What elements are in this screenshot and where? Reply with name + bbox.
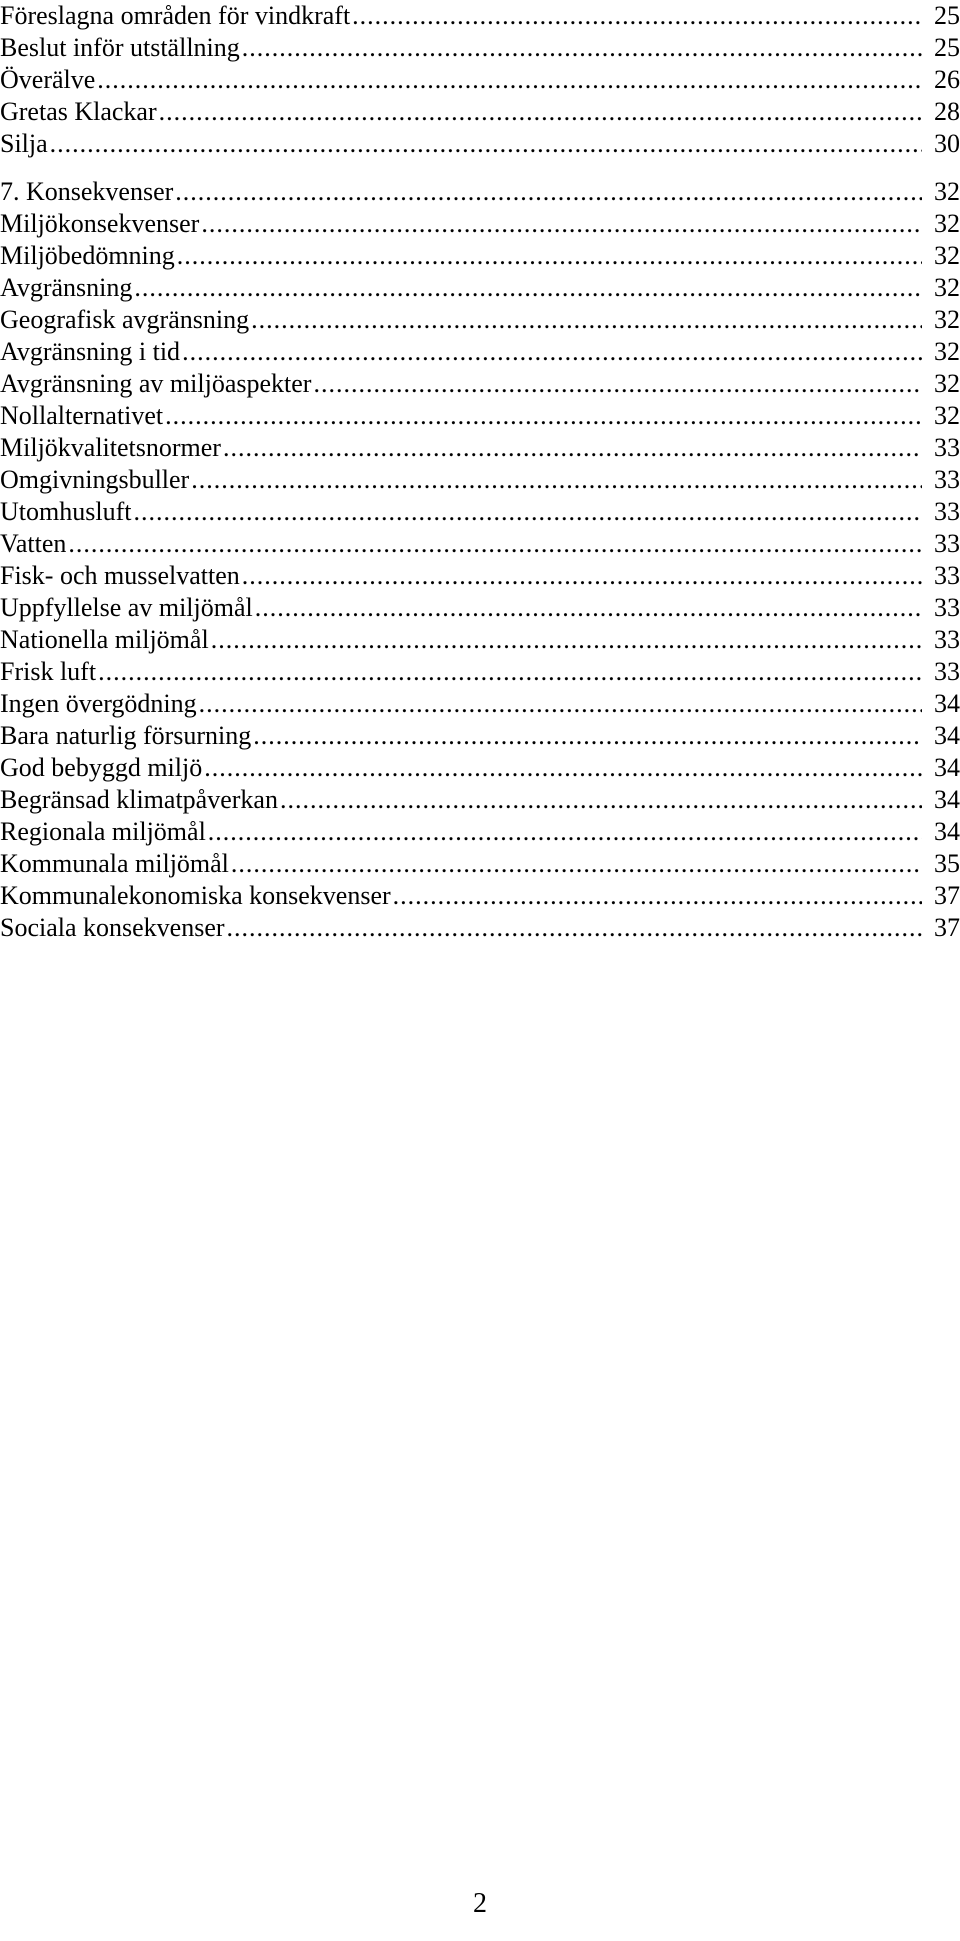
toc-entry: [0, 784, 960, 816]
toc-entry-page: 32: [934, 273, 960, 302]
toc-entry: [0, 528, 960, 560]
toc-entry-title: Vatten: [0, 529, 67, 558]
toc-entry-page: 34: [934, 721, 960, 750]
dot-leader: [352, 0, 922, 32]
dot-leader: [227, 912, 922, 944]
toc-entry-title: God bebyggd miljö: [0, 753, 203, 782]
toc-entry: [0, 912, 960, 944]
toc-entry-page: 33: [934, 497, 960, 526]
toc-entry-title: Föreslagna områden för vindkraft: [0, 1, 351, 30]
dot-leader: [199, 688, 922, 720]
page-number: 2: [473, 1888, 487, 1919]
toc-entry-page: 32: [934, 369, 960, 398]
toc-entry-page: 32: [934, 209, 960, 238]
toc-entry: [0, 32, 960, 64]
dot-leader: [251, 304, 922, 336]
toc-entry: [0, 176, 960, 208]
toc-entry-page: 34: [934, 785, 960, 814]
toc-entry-page: 32: [934, 305, 960, 334]
dot-leader: [208, 816, 922, 848]
toc-entry-title: Avgränsning av miljöaspekter: [0, 369, 312, 398]
toc-entry: [0, 496, 960, 528]
dot-leader: [159, 96, 922, 128]
dot-leader: [255, 592, 922, 624]
toc-entry: [0, 560, 960, 592]
toc-entry: [0, 336, 960, 368]
toc-entry-page: 25: [934, 33, 960, 62]
toc-entry: [0, 720, 960, 752]
toc-entry-title: Avgränsning i tid: [0, 337, 181, 366]
dot-leader: [223, 432, 922, 464]
toc-entry-title: Bara naturlig försurning: [0, 721, 252, 750]
toc-entry: [0, 656, 960, 688]
toc-entry-title: Omgivningsbuller: [0, 465, 190, 494]
dot-leader: [98, 656, 922, 688]
toc-entry: [0, 752, 960, 784]
toc-entry: [0, 368, 960, 400]
toc-entry: [0, 464, 960, 496]
toc-entry: [0, 400, 960, 432]
toc-entry-page: 33: [934, 561, 960, 590]
dot-leader: [133, 496, 922, 528]
dot-leader: [191, 464, 922, 496]
dot-leader: [253, 720, 922, 752]
dot-leader: [165, 400, 922, 432]
toc-entry-title: Nationella miljömål: [0, 625, 209, 654]
toc-entry-title: Miljökonsekvenser: [0, 209, 200, 238]
toc-entry-title: 7. Konsekvenser: [0, 177, 174, 206]
toc-entry: [0, 0, 960, 32]
toc-entry-title: Ingen övergödning: [0, 689, 197, 718]
dot-leader: [175, 176, 922, 208]
toc-entry-page: 33: [934, 529, 960, 558]
toc-entry-page: 34: [934, 689, 960, 718]
toc-entry: [0, 208, 960, 240]
toc-entry-title: Avgränsning: [0, 273, 133, 302]
dot-leader: [201, 208, 922, 240]
toc-entry-title: Kommunala miljömål: [0, 849, 229, 878]
toc-entry-page: 34: [934, 753, 960, 782]
toc-entry-page: 30: [934, 129, 960, 158]
dot-leader: [177, 240, 922, 272]
toc-entry-title: Fisk- och musselvatten: [0, 561, 240, 590]
toc-entry-page: 32: [934, 337, 960, 366]
toc-entry-page: 37: [934, 913, 960, 942]
toc-entry: [0, 848, 960, 880]
toc-entry-title: Sociala konsekvenser: [0, 913, 225, 942]
toc-entry-title: Frisk luft: [0, 657, 97, 686]
toc-entry: [0, 816, 960, 848]
toc-entry-title: Begränsad klimatpåverkan: [0, 785, 278, 814]
dot-leader: [242, 560, 922, 592]
toc-entry: [0, 272, 960, 304]
toc-entry-title: Utomhusluft: [0, 497, 132, 526]
toc-entry-title: Kommunalekonomiska konsekvenser: [0, 881, 391, 910]
toc-entry: [0, 432, 960, 464]
toc-entry-title: Nollalternativet: [0, 401, 164, 430]
dot-leader: [211, 624, 922, 656]
toc-entry-page: 33: [934, 657, 960, 686]
toc-entry-page: 33: [934, 625, 960, 654]
dot-leader: [134, 272, 922, 304]
toc-entry: [0, 880, 960, 912]
toc-entry: [0, 128, 960, 160]
dot-leader: [280, 784, 922, 816]
toc-entry-title: Regionala miljömål: [0, 817, 206, 846]
dot-leader: [242, 32, 922, 64]
toc-entry-title: Uppfyllelse av miljömål: [0, 593, 253, 622]
toc-entry-title: Beslut inför utställning: [0, 33, 240, 62]
toc-entry: [0, 688, 960, 720]
toc-entry-page: 33: [934, 465, 960, 494]
dot-leader: [204, 752, 922, 784]
toc-entry: [0, 304, 960, 336]
dot-leader: [313, 368, 922, 400]
toc-entry-page: 32: [934, 241, 960, 270]
toc-entry-title: Gretas Klackar: [0, 97, 157, 126]
toc-entry: [0, 96, 960, 128]
toc-entry: [0, 624, 960, 656]
toc-entry-page: 32: [934, 177, 960, 206]
toc-entry-title: Överälve: [0, 65, 96, 94]
toc-entry-title: Silja: [0, 129, 48, 158]
dot-leader: [231, 848, 922, 880]
toc-entry: [0, 64, 960, 96]
toc-entry-title: Miljöbedömning: [0, 241, 175, 270]
dot-leader: [393, 880, 922, 912]
dot-leader: [50, 128, 922, 160]
toc-entry: [0, 592, 960, 624]
toc-entry-page: 28: [934, 97, 960, 126]
toc-entry-title: Geografisk avgränsning: [0, 305, 250, 334]
toc-entry-page: 37: [934, 881, 960, 910]
toc-entry-page: 32: [934, 401, 960, 430]
dot-leader: [97, 64, 922, 96]
toc-entry-page: 35: [934, 849, 960, 878]
toc-entry-page: 34: [934, 817, 960, 846]
toc-entry-page: 33: [934, 593, 960, 622]
toc-entry-title: Miljökvalitetsnormer: [0, 433, 221, 462]
toc-entry-page: 33: [934, 433, 960, 462]
toc-entry-page: 26: [934, 65, 960, 94]
toc-entry-page: 25: [934, 1, 960, 30]
dot-leader: [68, 528, 922, 560]
dot-leader: [182, 336, 922, 368]
toc-entry: [0, 240, 960, 272]
